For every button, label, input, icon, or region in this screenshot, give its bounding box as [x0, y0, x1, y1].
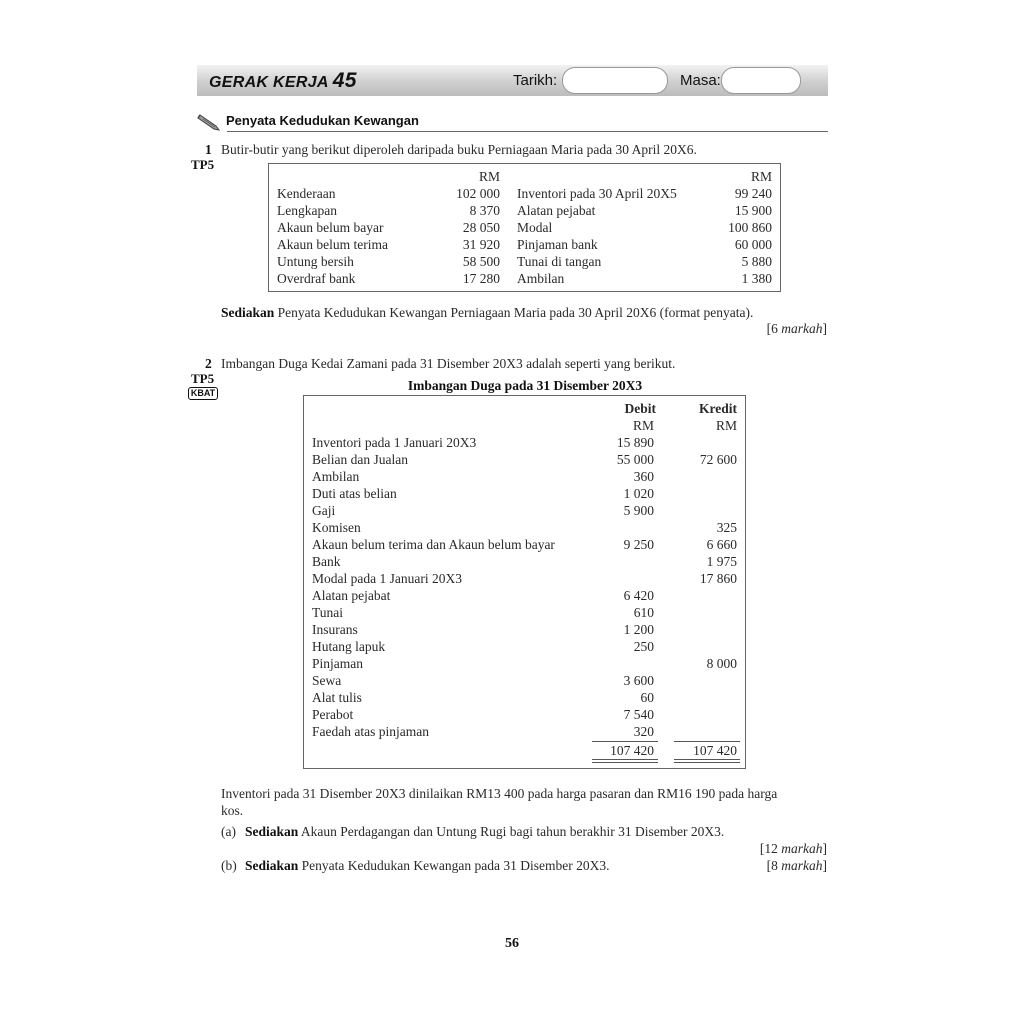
q1-marks-open: [6	[766, 321, 782, 336]
part-a-verb: Sediakan	[245, 824, 299, 839]
q1-right-item-value: 15 900	[734, 203, 772, 218]
section-heading	[197, 110, 828, 134]
q1-instruction-verb: Sediakan	[221, 305, 275, 320]
part-b-marks-word: markah	[781, 858, 823, 873]
q1-left-item-name: Akaun belum terima	[277, 237, 388, 252]
q2-note-line2: kos.	[221, 803, 244, 818]
q1-left-item-name: Untung bersih	[277, 254, 354, 269]
time-field[interactable]	[721, 67, 801, 94]
q1-right-item-name: Ambilan	[517, 271, 565, 286]
q1-right-item-value: 100 860	[728, 220, 772, 235]
q1-left-item-value: 31 920	[462, 237, 500, 252]
q2-number: 2	[205, 356, 212, 371]
tb-row-debit: 320	[633, 724, 654, 739]
q1-tp-badge: TP5	[191, 157, 215, 172]
tb-row-kredit: 8 000	[706, 656, 737, 671]
kbat-badge: KBAT	[188, 387, 218, 400]
q1-right-item-value: 5 880	[741, 254, 772, 269]
q1-marks-close: ]	[822, 321, 827, 336]
kredit-total: 107 420	[693, 743, 737, 758]
tb-row-name: Alat tulis	[312, 690, 362, 705]
part-b-marks-close: ]	[822, 858, 827, 873]
q1-right-item-name: Pinjaman bank	[517, 237, 598, 252]
part-b-marks-open: [8	[766, 858, 782, 873]
q1-left-item-name: Kenderaan	[277, 186, 336, 201]
q2-intro: Imbangan Duga Kedai Zamani pada 31 Disember 20X3 adalah seperti yang berikut.	[221, 356, 676, 371]
pencil-icon	[197, 110, 223, 132]
tb-row-kredit: 17 860	[699, 571, 737, 586]
kredit-currency: RM	[715, 418, 737, 433]
tb-row-name: Komisen	[312, 520, 361, 535]
q1-instruction-text: Penyata Kedudukan Kewangan Perniagaan Maria pada 30 April 20X6 (format penyata).	[274, 305, 754, 320]
q1-left-item-name: Overdraf bank	[277, 271, 356, 286]
debit-currency: RM	[632, 418, 654, 433]
tb-row-name: Alatan pejabat	[312, 588, 391, 603]
time-label: Masa:	[680, 72, 721, 89]
tb-row-name: Hutang lapuk	[312, 639, 386, 654]
part-b-label: (b)	[221, 858, 237, 873]
q1-right-item-name: Inventori pada 30 April 20X5	[517, 186, 677, 201]
worksheet-title	[209, 69, 357, 93]
tb-row-name: Bank	[312, 554, 341, 569]
date-field[interactable]	[562, 67, 668, 94]
q1-left-item-name: Lengkapan	[277, 203, 337, 218]
tb-row-name: Gaji	[312, 503, 336, 518]
tb-row-debit: 1 200	[623, 622, 654, 637]
q1-right-item-value: 1 380	[741, 271, 772, 286]
q1-intro: Butir-butir yang berikut diperoleh daripada buku Perniagaan Maria pada 30 April 20X6.	[221, 142, 697, 157]
q1-instruction	[221, 304, 753, 321]
tb-row-name: Akaun belum terima dan Akaun belum bayar	[312, 537, 555, 552]
tb-row-name: Faedah atas pinjaman	[312, 724, 429, 739]
tb-row-name: Ambilan	[312, 469, 360, 484]
tb-row-debit: 55 000	[616, 452, 654, 467]
tb-row-name: Sewa	[312, 673, 342, 688]
q1-left-item-value: 17 280	[462, 271, 500, 286]
tb-row-name: Tunai	[312, 605, 344, 620]
part-b-text: Penyata Kedudukan Kewangan pada 31 Disember 20X3.	[298, 858, 610, 873]
page-number: 56	[505, 936, 519, 951]
date-label: Tarikh:	[513, 72, 558, 89]
part-a-marks	[700, 840, 827, 857]
tb-row-debit: 610	[633, 605, 654, 620]
q1-left-item-value: 102 000	[456, 186, 500, 201]
debit-total: 107 420	[610, 743, 654, 758]
part-a-instruction	[245, 823, 724, 840]
part-a-marks-close: ]	[822, 841, 827, 856]
q1-right-item-name: Modal	[517, 220, 553, 235]
kredit-double-rule	[674, 759, 740, 763]
q1-data-table	[268, 163, 781, 292]
q1-marks	[700, 320, 827, 337]
part-a-label: (a)	[221, 824, 236, 839]
tb-row-kredit: 72 600	[699, 452, 737, 467]
kredit-header: Kredit	[699, 401, 737, 416]
section-title: Penyata Kedudukan Kewangan	[226, 113, 419, 128]
q2-tp-badge: TP5	[191, 371, 215, 386]
tb-row-debit: 5 900	[623, 503, 654, 518]
q1-left-item-name: Akaun belum bayar	[277, 220, 384, 235]
tb-row-debit: 3 600	[623, 673, 654, 688]
tb-row-debit: 15 890	[616, 435, 654, 450]
tb-row-name: Insurans	[312, 622, 358, 637]
q1-left-item-value: 8 370	[469, 203, 500, 218]
part-a-marks-word: markah	[781, 841, 823, 856]
q1-currency-right: RM	[750, 169, 772, 184]
tb-row-debit: 1 020	[623, 486, 654, 501]
tb-row-debit: 6 420	[623, 588, 654, 603]
trial-balance-title: Imbangan Duga pada 31 Disember 20X3	[407, 378, 643, 393]
tb-row-debit: 250	[633, 639, 654, 654]
tb-row-name: Duti atas belian	[312, 486, 397, 501]
q1-right-item-value: 99 240	[734, 186, 772, 201]
tb-row-debit: 60	[640, 690, 654, 705]
part-b-instruction	[245, 857, 609, 874]
tb-row-name: Pinjaman	[312, 656, 363, 671]
q1-currency-left: RM	[478, 169, 500, 184]
tb-row-name: Inventori pada 1 Januari 20X3	[312, 435, 477, 450]
debit-double-rule	[592, 759, 658, 763]
q1-marks-word: markah	[781, 321, 823, 336]
tb-row-kredit: 6 660	[706, 537, 737, 552]
part-a-text: Akaun Perdagangan dan Untung Rugi bagi tahun berakhir 31 Disember 20X3.	[298, 824, 725, 839]
section-underline	[227, 131, 828, 132]
worksheet-title-text: GERAK KERJA	[209, 74, 329, 91]
part-b-verb: Sediakan	[245, 858, 299, 873]
part-b-marks	[700, 857, 827, 874]
q2-note-line1: Inventori pada 31 Disember 20X3 dinilaikan RM13 400 pada harga pasaran dan RM16 190 pada harga	[221, 786, 778, 801]
worksheet-number: 45	[332, 69, 357, 92]
tb-row-name: Belian dan Jualan	[312, 452, 408, 467]
q1-left-item-value: 58 500	[462, 254, 500, 269]
tb-row-debit: 7 540	[623, 707, 654, 722]
tb-row-kredit: 1 975	[706, 554, 737, 569]
debit-header: Debit	[624, 401, 656, 416]
q1-right-item-value: 60 000	[734, 237, 772, 252]
q1-number: 1	[205, 142, 212, 157]
part-a-marks-open: [12	[759, 841, 782, 856]
tb-row-name: Perabot	[312, 707, 354, 722]
q1-right-item-name: Tunai di tangan	[517, 254, 602, 269]
q1-left-item-value: 28 050	[462, 220, 500, 235]
tb-row-debit: 360	[633, 469, 654, 484]
q1-right-item-name: Alatan pejabat	[517, 203, 596, 218]
tb-row-kredit: 325	[716, 520, 737, 535]
tb-row-debit: 9 250	[623, 537, 654, 552]
header-bar	[197, 65, 828, 96]
trial-balance-table	[303, 395, 746, 769]
tb-row-name: Modal pada 1 Januari 20X3	[312, 571, 462, 586]
